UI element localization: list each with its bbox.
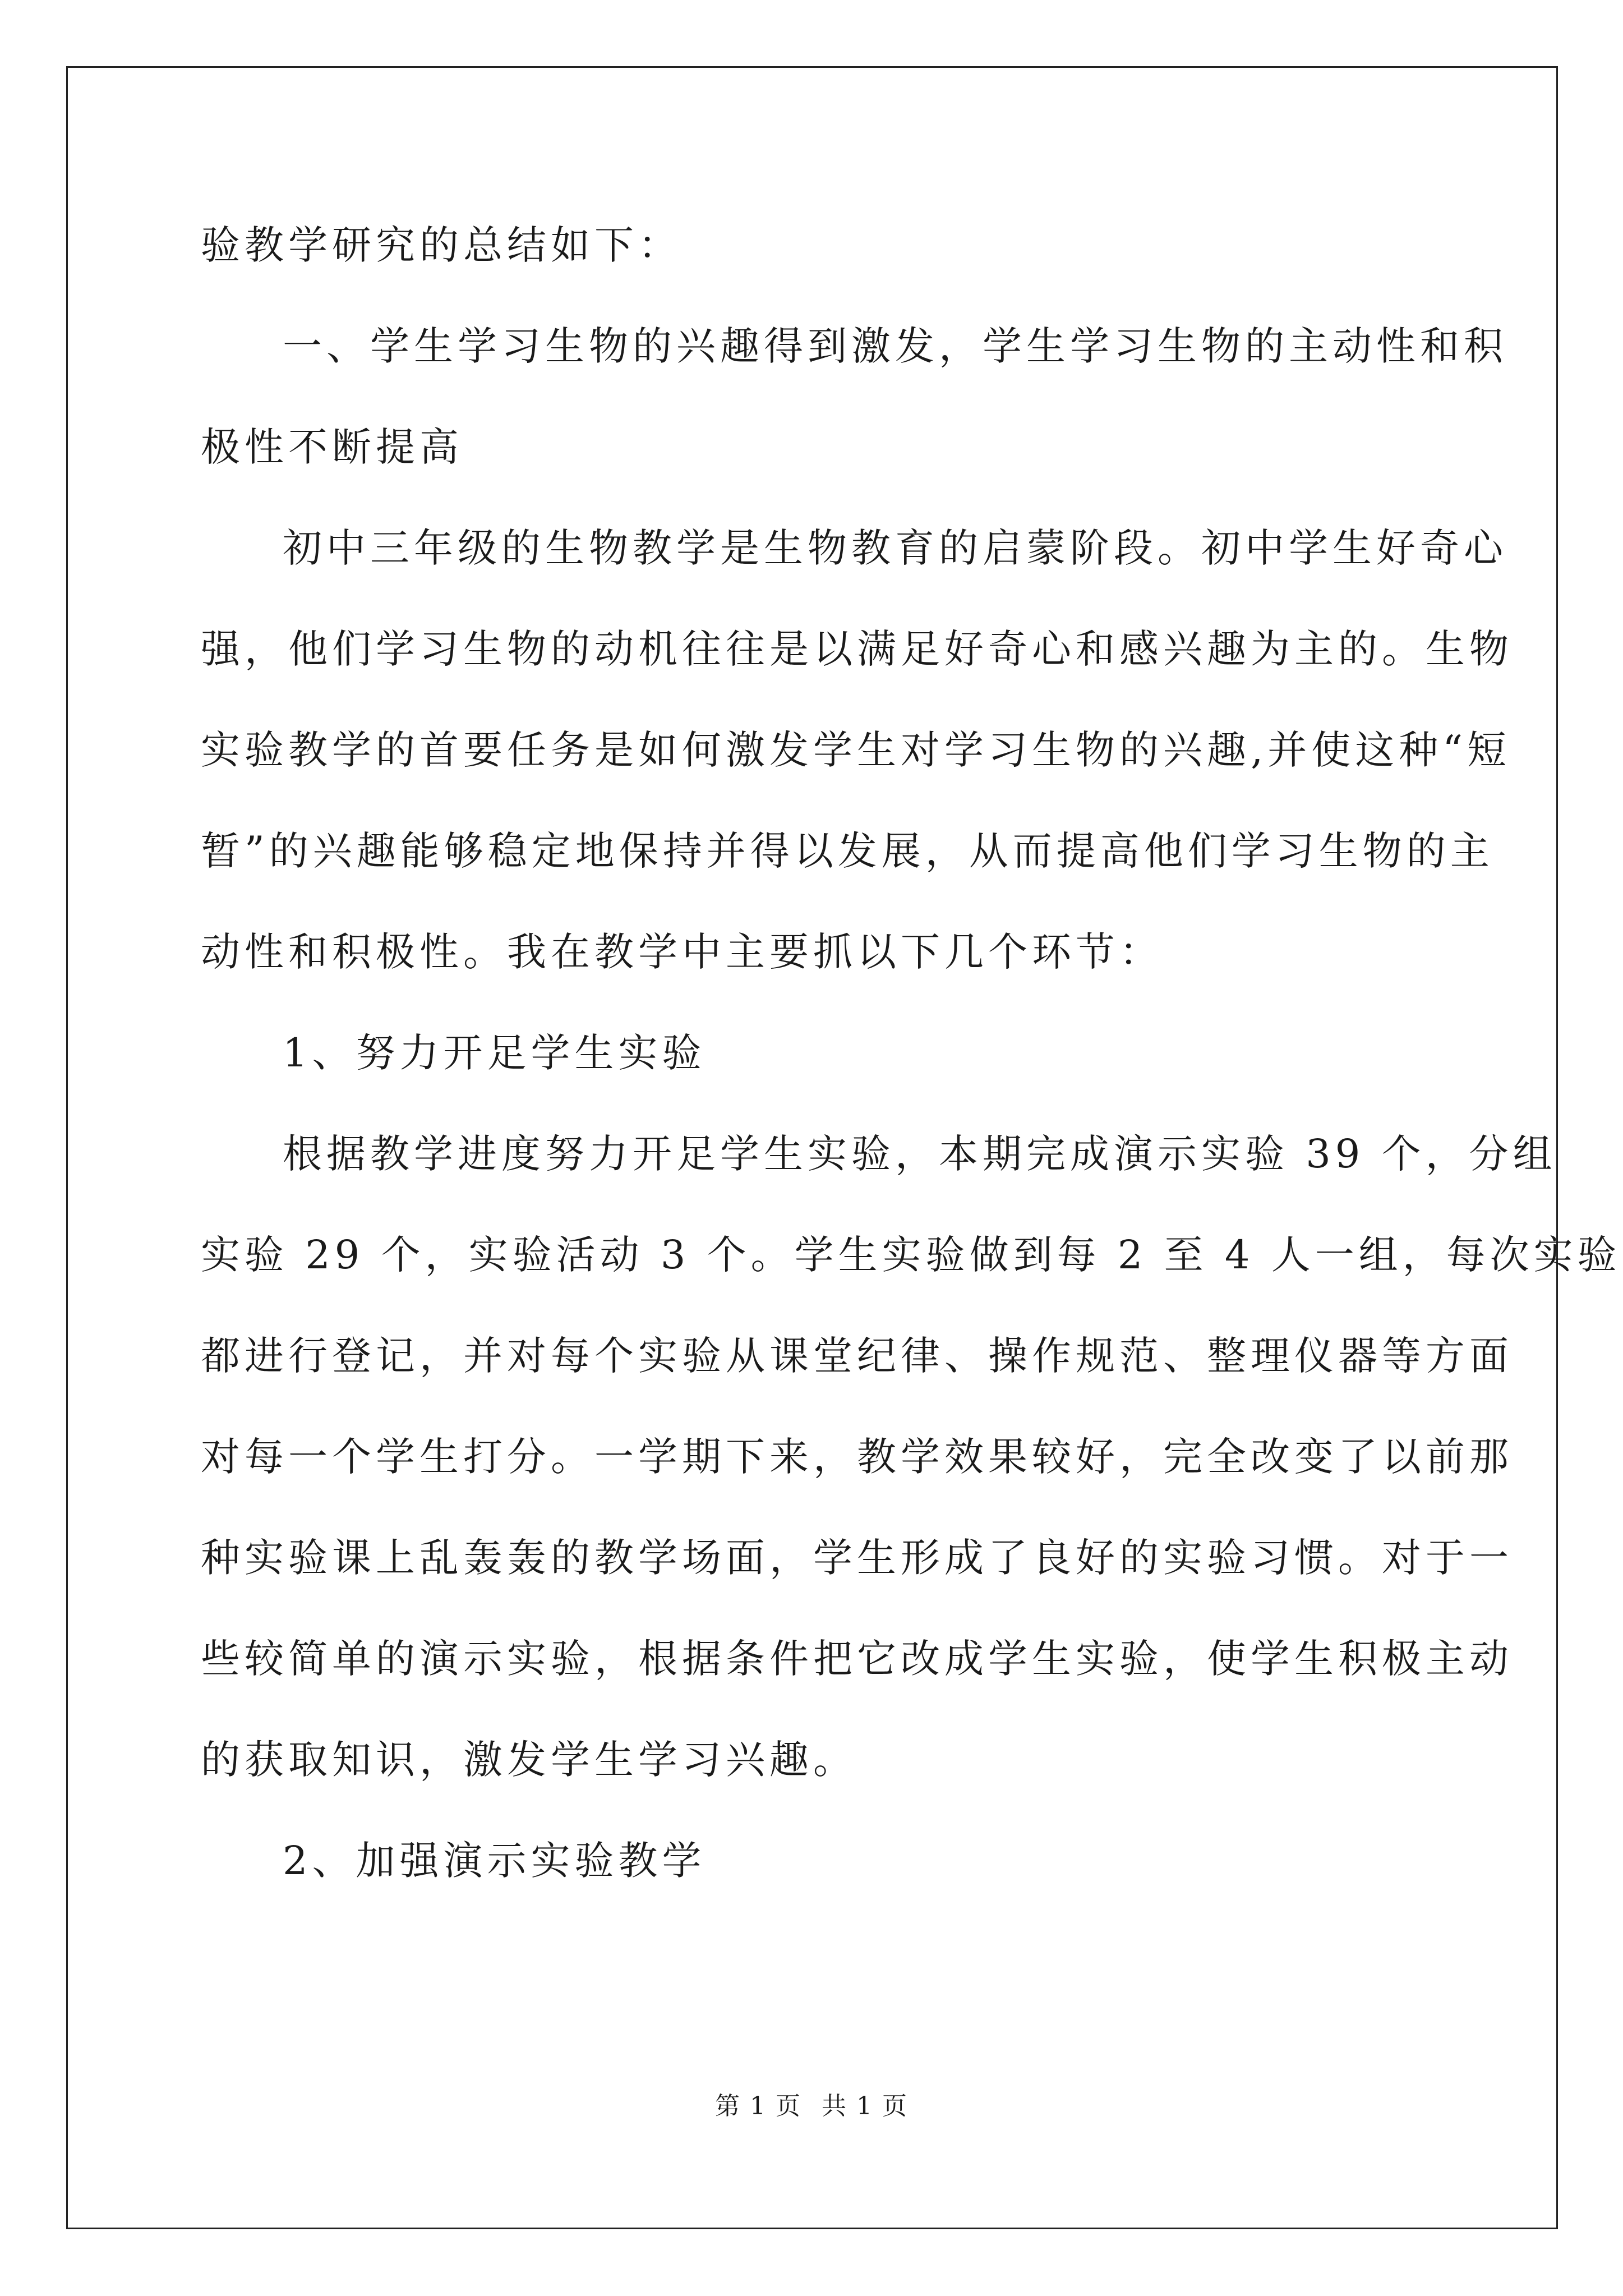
- text-line: 验教学研究的总结如下：: [201, 222, 682, 268]
- text-line: 初中三年级的生物教学是生物教育的启蒙阶段。初中学生好奇心: [283, 525, 1507, 571]
- text-line: 暂”的兴趣能够稳定地保持并得以发展，从而提高他们学习生物的主: [201, 828, 1494, 874]
- text-line: 对每一个学生打分。一学期下来，教学效果较好，完全改变了以前那: [201, 1434, 1513, 1480]
- text-line: 根据教学进度努力开足学生实验，本期完成演示实验 39 个，分组: [283, 1131, 1557, 1177]
- text-line-subheading: 2、加强演示实验教学: [283, 1838, 706, 1884]
- text-line: 种实验课上乱轰轰的教学场面，学生形成了良好的实验习惯。对于一: [201, 1535, 1513, 1581]
- page-total: 共 1 页: [822, 2092, 908, 2120]
- document-body: [201, 220, 1621, 1887]
- page-number: 第 1 页: [715, 2092, 801, 2120]
- text-line-heading: 一、学生学习生物的兴趣得到激发，学生学习生物的主动性和积: [283, 323, 1507, 369]
- text-line: 的获取知识，激发学生学习兴趣。: [201, 1737, 857, 1783]
- text-line: 动性和积极性。我在教学中主要抓以下几个环节：: [201, 929, 1163, 975]
- text-line: 实验 29 个，实验活动 3 个。学生实验做到每 2 至 4 人一组，每次实验: [201, 1232, 1621, 1278]
- text-line-subheading: 1、努力开足学生实验: [283, 1030, 706, 1076]
- text-line: 实验教学的首要任务是如何激发学生对学习生物的兴趣,并使这种“短: [201, 727, 1511, 773]
- text-line: 都进行登记，并对每个实验从课堂纪律、操作规范、整理仪器等方面: [201, 1333, 1513, 1379]
- text-line: 极性不断提高: [201, 424, 463, 470]
- text-line: 强，他们学习生物的动机往往是以满足好奇心和感兴趣为主的。生物: [201, 626, 1513, 672]
- page-footer: [0, 2086, 1623, 2122]
- text-line: 些较简单的演示实验，根据条件把它改成学生实验，使学生积极主动: [201, 1636, 1513, 1682]
